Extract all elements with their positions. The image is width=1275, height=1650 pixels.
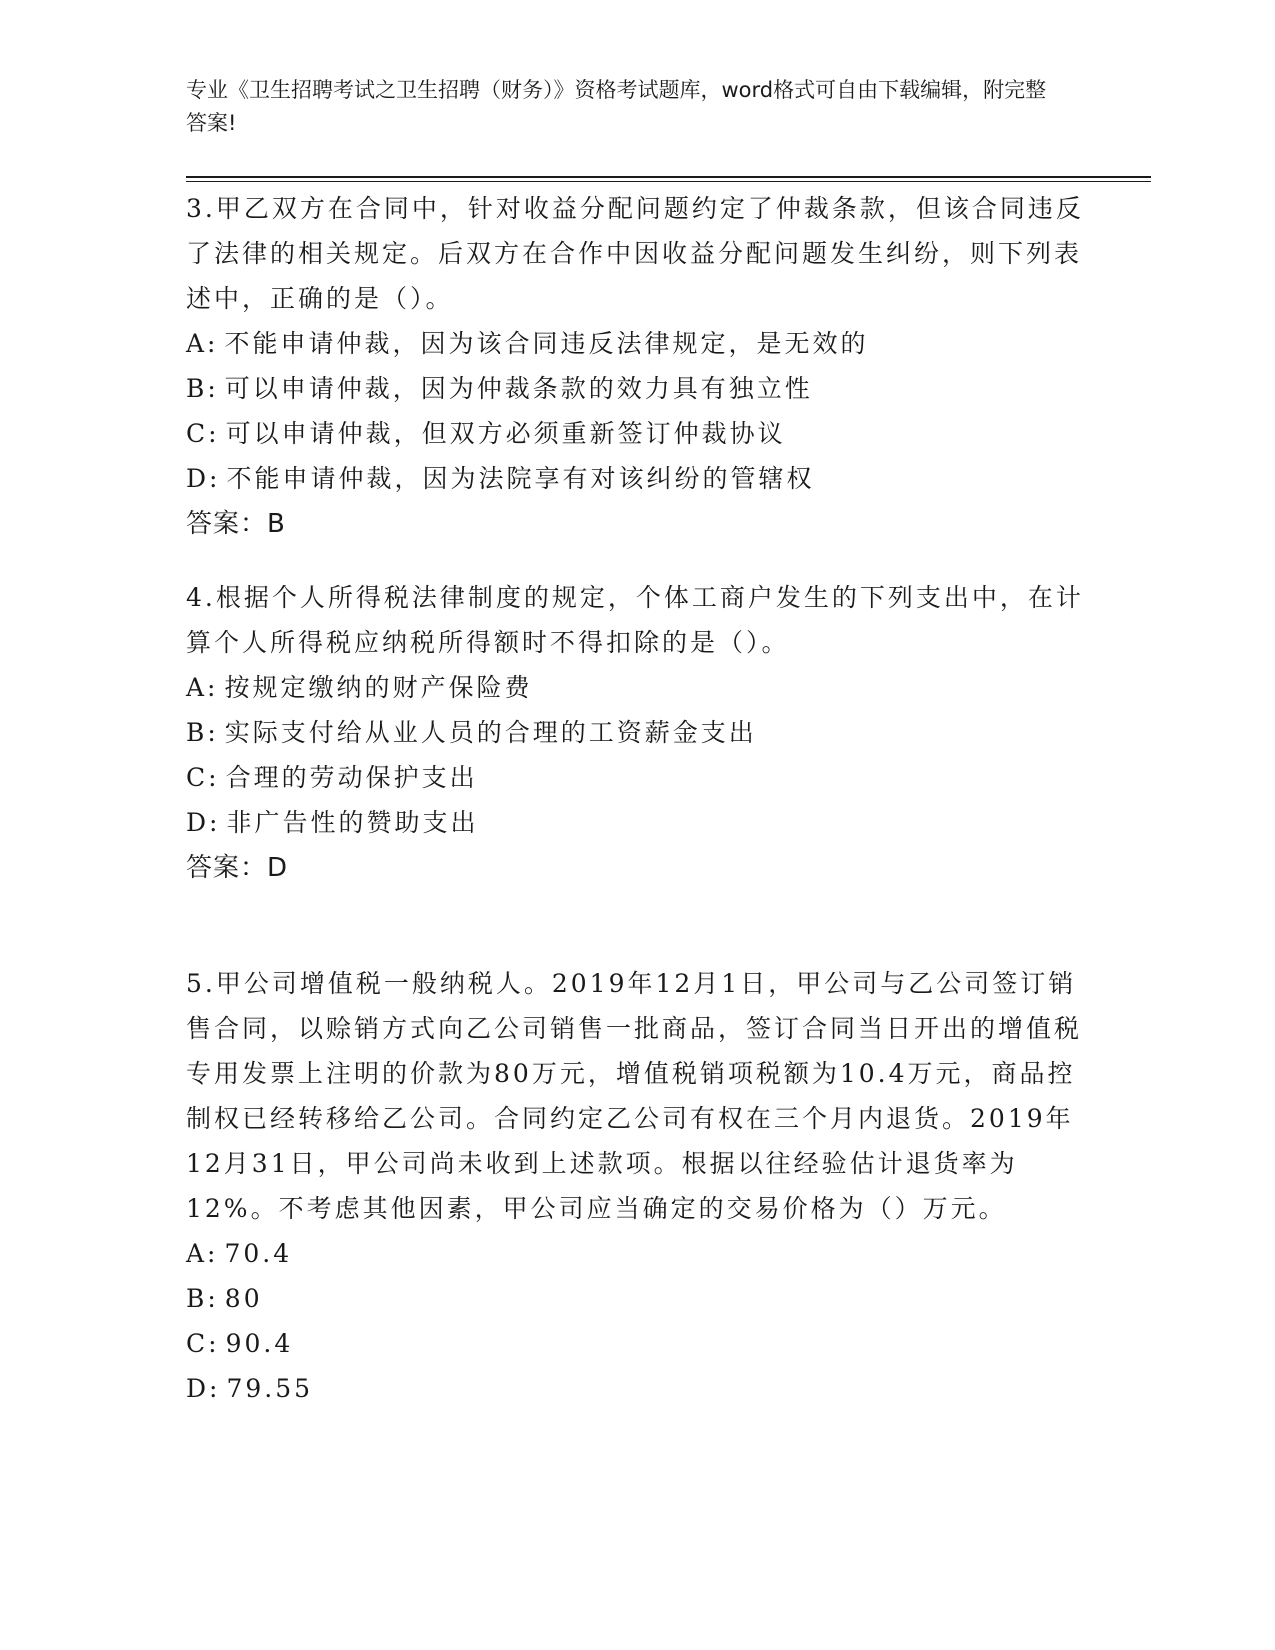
option-letter: C: bbox=[186, 419, 220, 448]
option-letter: A: bbox=[186, 673, 219, 702]
option-text: 按规定缴纳的财产保险费 bbox=[224, 673, 533, 702]
option-a bbox=[186, 665, 1086, 710]
option-a bbox=[186, 321, 1086, 366]
option-letter: B: bbox=[186, 718, 219, 747]
option-text: 不能申请仲裁，因为该合同违反法律规定，是无效的 bbox=[224, 329, 869, 358]
option-d bbox=[186, 1366, 1086, 1411]
option-letter: D: bbox=[186, 464, 221, 493]
option-text: 合理的劳动保护支出 bbox=[225, 763, 478, 792]
header-divider-thin bbox=[186, 181, 1151, 182]
option-text: 可以申请仲裁，但双方必须重新签订仲裁协议 bbox=[225, 419, 786, 448]
question-4 bbox=[186, 575, 1086, 891]
option-letter: D: bbox=[186, 1374, 221, 1403]
option-letter: D: bbox=[186, 808, 221, 837]
option-letter: C: bbox=[186, 1329, 220, 1358]
option-text: 不能申请仲裁，因为法院享有对该纠纷的管辖权 bbox=[226, 464, 815, 493]
option-c bbox=[186, 755, 1086, 800]
question-3 bbox=[186, 186, 1086, 547]
option-text: 70.4 bbox=[224, 1239, 293, 1268]
option-text: 实际支付给从业人员的合理的工资薪金支出 bbox=[224, 718, 757, 747]
answer-line: 答案：D bbox=[186, 853, 289, 883]
question-stem: 3.甲乙双方在合同中，针对收益分配问题约定了仲裁条款，但该合同违反了法律的相关规定。后双方在合作中因收益分配问题发生纠纷，则下列表述中，正确的是（）。 bbox=[186, 194, 1084, 313]
header-divider-thick bbox=[186, 176, 1151, 178]
question-stem: 4.根据个人所得税法律制度的规定，个体工商户发生的下列支出中，在计算个人所得税应纳税所得额时不得扣除的是（）。 bbox=[186, 583, 1084, 657]
option-text: 可以申请仲裁，因为仲裁条款的效力具有独立性 bbox=[224, 374, 813, 403]
option-c bbox=[186, 1321, 1086, 1366]
option-text: 非广告性的赞助支出 bbox=[226, 808, 479, 837]
option-text: 79.55 bbox=[226, 1374, 314, 1403]
option-b bbox=[186, 366, 1086, 411]
question-5 bbox=[186, 961, 1086, 1411]
option-d bbox=[186, 456, 1086, 501]
option-text: 90.4 bbox=[225, 1329, 294, 1358]
option-letter: C: bbox=[186, 763, 220, 792]
document-header bbox=[186, 74, 1066, 140]
answer-line: 答案：B bbox=[186, 509, 286, 539]
option-letter: B: bbox=[186, 374, 219, 403]
option-d bbox=[186, 800, 1086, 845]
option-letter: B: bbox=[186, 1284, 219, 1313]
option-b bbox=[186, 1276, 1086, 1321]
header-intro-text: 专业《卫生招聘考试之卫生招聘（财务）》资格考试题库，word格式可自由下载编辑，附完整答案! bbox=[186, 78, 1047, 135]
question-stem: 5.甲公司增值税一般纳税人。2019年12月1日，甲公司与乙公司签订销售合同，以赊销方式向乙公司销售一批商品，签订合同当日开出的增值税专用发票上注明的价款为80万元，增值税销项税额为10.4万元，商品控制权已经转移给乙公司。合同约定乙公司有权在三个月内退货。2019年12月31日，甲公司尚未收到上述款项。根据以往经验估计退货率为12%。不考虑其他因素，甲公司应当确定的交易价格为（）万元。 bbox=[186, 969, 1083, 1223]
option-text: 80 bbox=[224, 1284, 263, 1313]
option-b bbox=[186, 710, 1086, 755]
option-letter: A: bbox=[186, 1239, 219, 1268]
option-c bbox=[186, 411, 1086, 456]
option-a bbox=[186, 1231, 1086, 1276]
option-letter: A: bbox=[186, 329, 219, 358]
